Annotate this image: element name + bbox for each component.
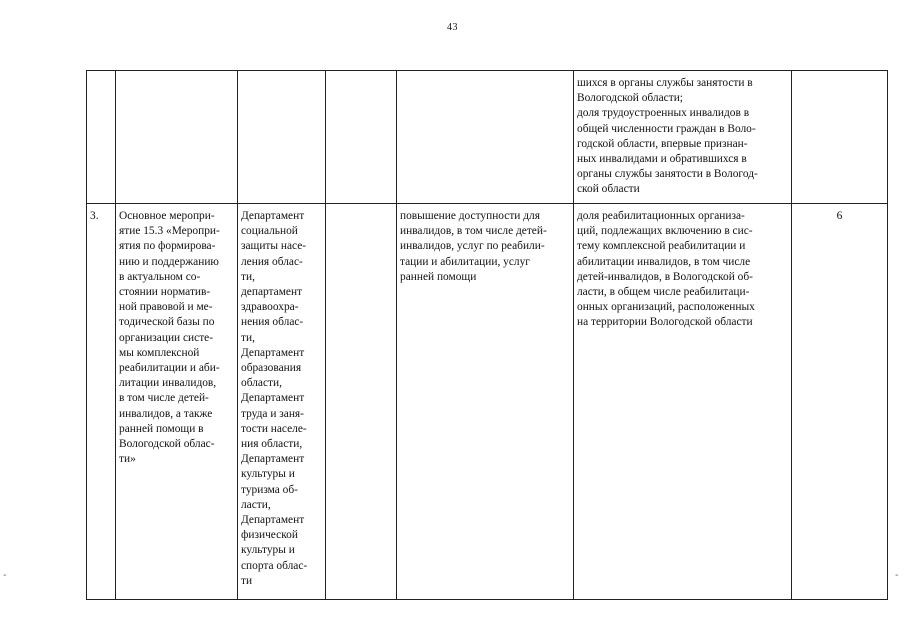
cell-number: 3. xyxy=(87,204,116,600)
table-row-measure-15-3 xyxy=(87,204,888,600)
scan-edge-mark-right: - xyxy=(895,570,899,581)
cell-number xyxy=(87,71,116,204)
cell-term xyxy=(326,204,397,600)
cell-indicator: доля реабилитационных организа- ций, подлежащих включению в сис- тему комплексной реабилитации и абилитации инвалидов, в том числе детей-инвалидов, в Вологодской об- ласти, в общем числе реабилитаци- онных организаций, расположенных на территории Вологодской области xyxy=(574,204,792,600)
cell-link: 6 xyxy=(792,204,888,600)
cell-measure xyxy=(116,71,238,204)
scan-edge-mark-left: - xyxy=(3,570,7,581)
page-number: 43 xyxy=(447,22,458,33)
cell-result xyxy=(397,71,574,204)
program-measures-table xyxy=(86,70,888,600)
table-row-continuation xyxy=(87,71,888,204)
cell-term xyxy=(326,71,397,204)
cell-result: повышение доступности для инвалидов, в том числе детей- инвалидов, услуг по реабили- тации и абилитации, услуг ранней помощи xyxy=(397,204,574,600)
cell-link xyxy=(792,71,888,204)
cell-executor xyxy=(238,71,326,204)
cell-indicator: шихся в органы службы занятости в Вологодской области; доля трудоустроенных инвалидов в общей численности граждан в Воло- годской области, впервые признан- ных инвалидами и обратившихся в органы службы занятости в Вологод- ской области xyxy=(574,71,792,204)
cell-executor: Департамент социальной защиты насе- ления облас- ти, департамент здравоохра- нения облас- ти, Департамент образования области, Департамент труда и заня- тости населе- ния области, Департамент культуры и туризма об- ласти, Департамент физической культуры и спорта облас- ти xyxy=(238,204,326,600)
cell-measure: Основное меропри- ятие 15.3 «Меропри- ятия по формирова- нию и поддержанию в актуальном со- стоянии норматив- ной правовой и ме- тодической базы по организации систе- мы комплексной реабилитации и аби- литации инвалидов, в том числе детей- инвалидов, а также ранней помощи в Вологодской облас- ти» xyxy=(116,204,238,600)
